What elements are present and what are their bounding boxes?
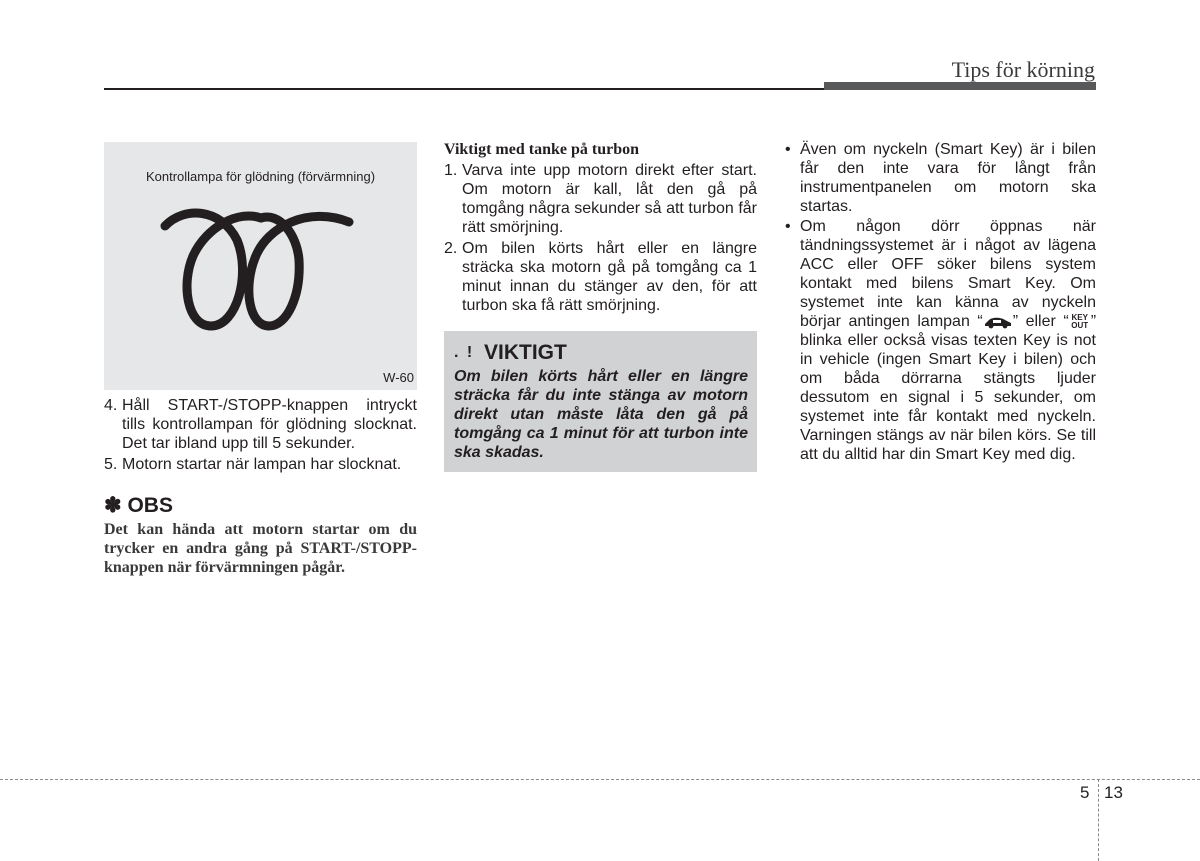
running-header-title: Tips för körning: [951, 57, 1095, 82]
bullet-list: [785, 140, 1096, 464]
chapter-number: 5: [1080, 783, 1090, 802]
list-item: [104, 396, 417, 453]
header-rule: [104, 88, 824, 90]
footer-divider: [0, 779, 1200, 780]
list-item: [104, 455, 417, 474]
obs-text: Det kan hända att motorn startar om du trycker en andra gång på START-/STOPP-knappen när förvärmningen pågår.: [104, 521, 417, 576]
column-2: [444, 140, 757, 472]
step-number: 2.: [444, 240, 458, 257]
step-list: [104, 396, 417, 474]
step-text: Motorn startar när lampan har slocknat.: [122, 456, 402, 473]
step-text: Varva inte upp motorn direkt efter start. Om motorn är kall, låt den gå på tomgång några sekunder så att turbon får rätt smörjning.: [462, 162, 757, 236]
list-item: [785, 140, 1096, 216]
step-text: Om bilen körts hårt eller en längre sträcka ska motorn gå på tomgång ca 1 minut innan du stänger av den, för att turbon ska få rätt smörjning.: [462, 240, 757, 314]
list-item: [444, 161, 757, 237]
warning-heading: [454, 341, 748, 365]
warning-text: Om bilen körts hårt eller en längre sträcka får du inte stänga av motorn direkt utan måste låta den gå på tomgång ca 1 minut för att turbon inte ska skadas.: [454, 368, 748, 461]
key-out-icon: [1069, 314, 1091, 330]
indicator-figure: [104, 142, 417, 390]
bullet-icon: •: [785, 141, 791, 158]
car-key-icon: [983, 315, 1013, 329]
obs-title: OBS: [127, 494, 173, 517]
key-out-line: KEY: [1071, 312, 1088, 322]
warning-title: VIKTIGT: [484, 341, 567, 364]
bullet-text-part: ” eller “: [1012, 313, 1069, 330]
asterisk-icon: ✽: [104, 494, 122, 517]
page-number: 13: [1104, 783, 1123, 802]
header-bar: [824, 82, 1096, 90]
glow-plug-indicator-icon: [159, 204, 359, 334]
bullet-icon: •: [785, 218, 791, 235]
step-number: 5.: [104, 456, 118, 473]
warning-icon: . !: [454, 344, 475, 361]
bullet-text-part: ” blinka eller också visas texten Key is not in vehicle (ingen Smart Key i bilen) och om båda dörrarna stängts ljuder dessutom en signal i 5 sekunder, om systemet inte får kontakt med nyckeln. Varningen stängs av när bilen körs. Se till att du alltid har din Smart Key med dig.: [800, 313, 1097, 463]
turbo-step-list: [444, 161, 757, 315]
step-text: Håll START-/STOPP-knappen intryckt tills kontrollampan för glödning slocknat. Det tar ibland upp till 5 sekunder.: [122, 397, 417, 452]
column-1: [104, 142, 417, 577]
obs-heading: [104, 494, 417, 518]
bullet-text-part: Om någon dörr öppnas när tändningssystemet är i något av lägena ACC eller OFF söker bilens system kontakt med bilens Smart Key. Om systemet inte kan känna av nyckeln börjar antingen lampan “: [800, 218, 1096, 330]
list-item: [785, 217, 1096, 464]
list-item: [444, 239, 757, 315]
key-out-line: OUT: [1071, 320, 1089, 330]
warning-box: [444, 331, 757, 472]
step-number: 1.: [444, 162, 458, 179]
figure-caption: Kontrollampa för glödning (förvärmning): [145, 169, 376, 184]
column-3: [785, 140, 1096, 465]
step-number: 4.: [104, 397, 118, 414]
bullet-text: Även om nyckeln (Smart Key) är i bilen får den inte vara för långt från instrumentpanelen om motorn ska startas.: [800, 141, 1096, 215]
figure-code: W-60: [383, 370, 414, 385]
footer-vertical-divider: [1098, 779, 1099, 861]
turbo-heading: Viktigt med tanke på turbon: [444, 141, 639, 158]
